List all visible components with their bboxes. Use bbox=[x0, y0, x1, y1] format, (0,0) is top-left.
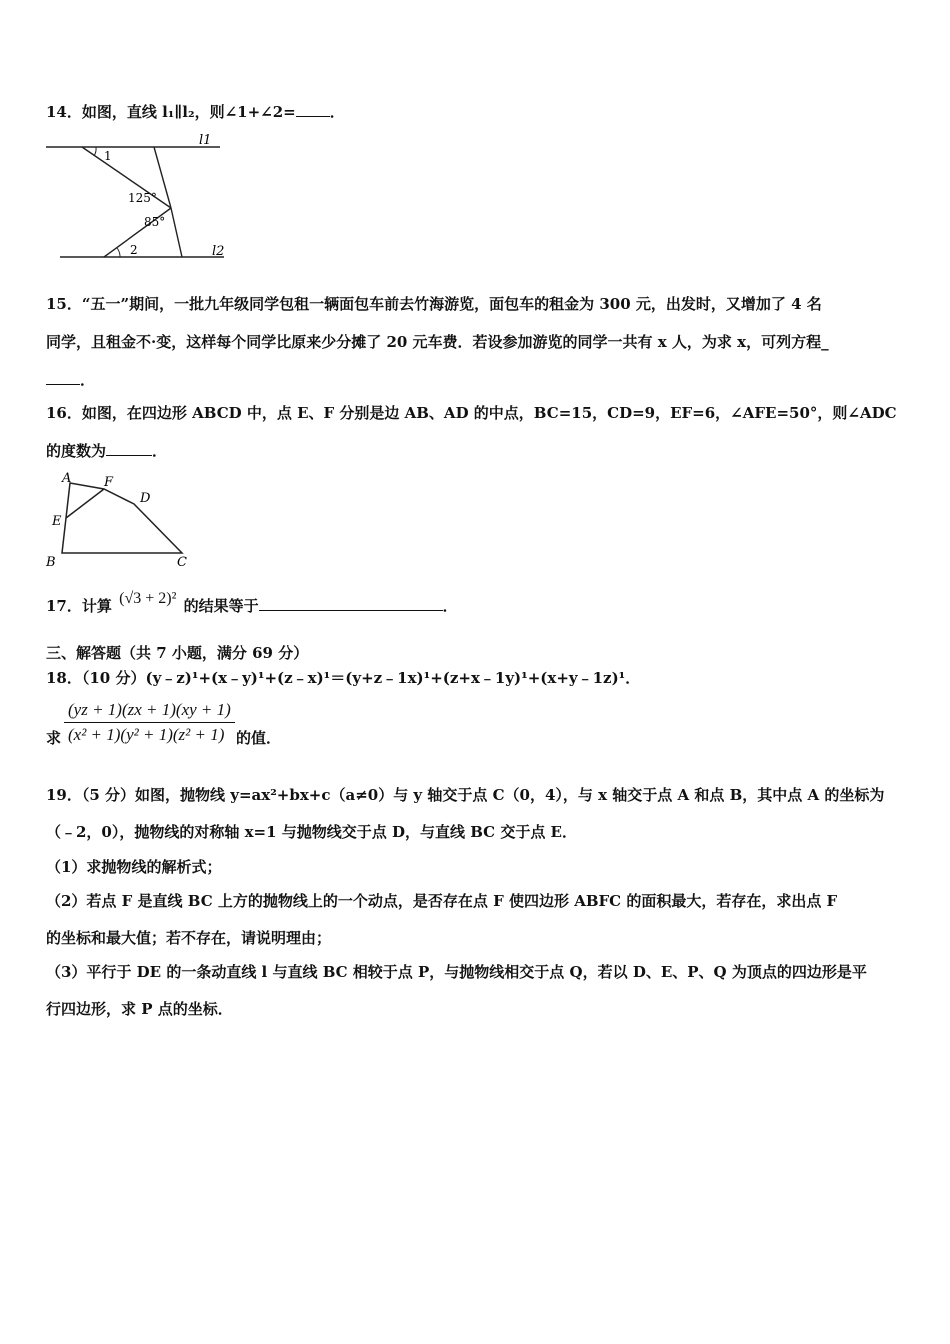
q14-blank bbox=[296, 102, 330, 117]
label-angle-1: 1 bbox=[104, 149, 112, 163]
q15-end: ． bbox=[80, 371, 96, 389]
q19-line2: （﹣2，0），抛物线的对称轴 x=1 与抛物线交于点 D，与直线 BC 交于点 E． bbox=[46, 823, 577, 841]
q18-line1: 18．（10 分）(y﹣z)¹+(x﹣y)¹+(z﹣x)¹＝(y+z﹣1x)¹+(z+x﹣1y)¹+(x+y﹣1z)¹． bbox=[46, 669, 641, 687]
label-E: E bbox=[52, 514, 62, 529]
q17-suffix: 的结果等于 bbox=[183, 597, 259, 615]
q16-line1: 16．如图，在四边形 ABCD 中，点 E、F 分别是边 AB、AD 的中点，BC=15，CD=9，EF=6，∠AFE=50°，则∠ADC bbox=[46, 404, 897, 422]
section-3-heading: 三、解答题（共 7 小题，满分 69 分） bbox=[46, 644, 309, 662]
q18-suffix: 的值． bbox=[236, 729, 282, 747]
q19-part3a: （3）平行于 DE 的一条动直线 l 与直线 BC 相较于点 P，与抛物线相交于点 Q，若以 D、E、P、Q 为顶点的四边形是平 bbox=[46, 963, 867, 981]
q14-text bbox=[46, 102, 345, 122]
q18-numerator: (yz + 1)(zx + 1)(xy + 1) bbox=[64, 700, 235, 723]
q17-expr: (√3 + 2)² bbox=[119, 590, 177, 607]
q19-part2a: （2）若点 F 是直线 BC 上方的抛物线上的一个动点，是否存在点 F 使四边形 ABFC 的面积最大，若存在，求出点 F bbox=[46, 892, 838, 910]
label-A: A bbox=[62, 471, 72, 486]
transversal-top bbox=[82, 147, 171, 208]
q19-part2b: 的坐标和最大值；若不存在，请说明理由； bbox=[46, 929, 332, 947]
label-C: C bbox=[177, 555, 187, 570]
q17-prefix: 17．计算 bbox=[46, 597, 112, 615]
q16-figure bbox=[44, 470, 194, 570]
q15-line1: 15．“五一”期间，一批九年级同学包租一辆面包车前去竹海游览，面包车的租金为 300 元，出发时，又增加了 4 名 bbox=[46, 295, 822, 313]
q16-line2 bbox=[46, 441, 167, 461]
label-B: B bbox=[46, 555, 56, 570]
q16-blank bbox=[106, 441, 152, 456]
label-angle-2: 2 bbox=[130, 243, 138, 257]
label-F: F bbox=[104, 475, 114, 490]
q15-line3 bbox=[46, 370, 95, 390]
q14-end: ． bbox=[329, 103, 345, 121]
q18-fraction bbox=[64, 700, 235, 745]
q19-line1: 19．（5 分）如图，抛物线 y=ax²+bx+c（a≠0）与 y 轴交于点 C（0，4），与 x 轴交于点 A 和点 B，其中点 A 的坐标为 bbox=[46, 786, 885, 804]
angle-arc-2 bbox=[117, 248, 120, 257]
angle-arc-1 bbox=[94, 147, 96, 156]
q14-figure bbox=[44, 130, 230, 264]
q19-part3b: 行四边形，求 P 点的坐标． bbox=[46, 1000, 233, 1018]
q15-blank bbox=[46, 370, 80, 385]
transversal-mid-b bbox=[171, 208, 182, 257]
q18-denominator: (x² + 1)(y² + 1)(z² + 1) bbox=[68, 725, 225, 744]
q19-part1: （1）求抛物线的解析式； bbox=[46, 858, 222, 876]
q17-end: ． bbox=[442, 597, 458, 615]
label-l2: l2 bbox=[212, 244, 225, 259]
label-85: 85° bbox=[144, 215, 166, 229]
label-l1: l1 bbox=[199, 133, 212, 148]
q18-qiu: 求 bbox=[46, 729, 62, 747]
q14-stem: 14．如图，直线 l₁∥l₂，则∠1+∠2= bbox=[46, 103, 296, 121]
q16-end: ． bbox=[152, 442, 168, 460]
label-125: 125° bbox=[128, 191, 157, 205]
q17-line bbox=[46, 590, 458, 617]
label-D: D bbox=[140, 491, 151, 506]
q16-stem-end: 的度数为 bbox=[46, 442, 107, 460]
q17-blank bbox=[259, 596, 443, 611]
segment-ef bbox=[66, 489, 104, 518]
quad-abcd bbox=[62, 483, 182, 553]
q15-line2: 同学，且租金不·变，这样每个同学比原来少分摊了 20 元车费．若设参加游览的同学一共有 x 人，为求 x，可列方程_ bbox=[46, 333, 829, 351]
